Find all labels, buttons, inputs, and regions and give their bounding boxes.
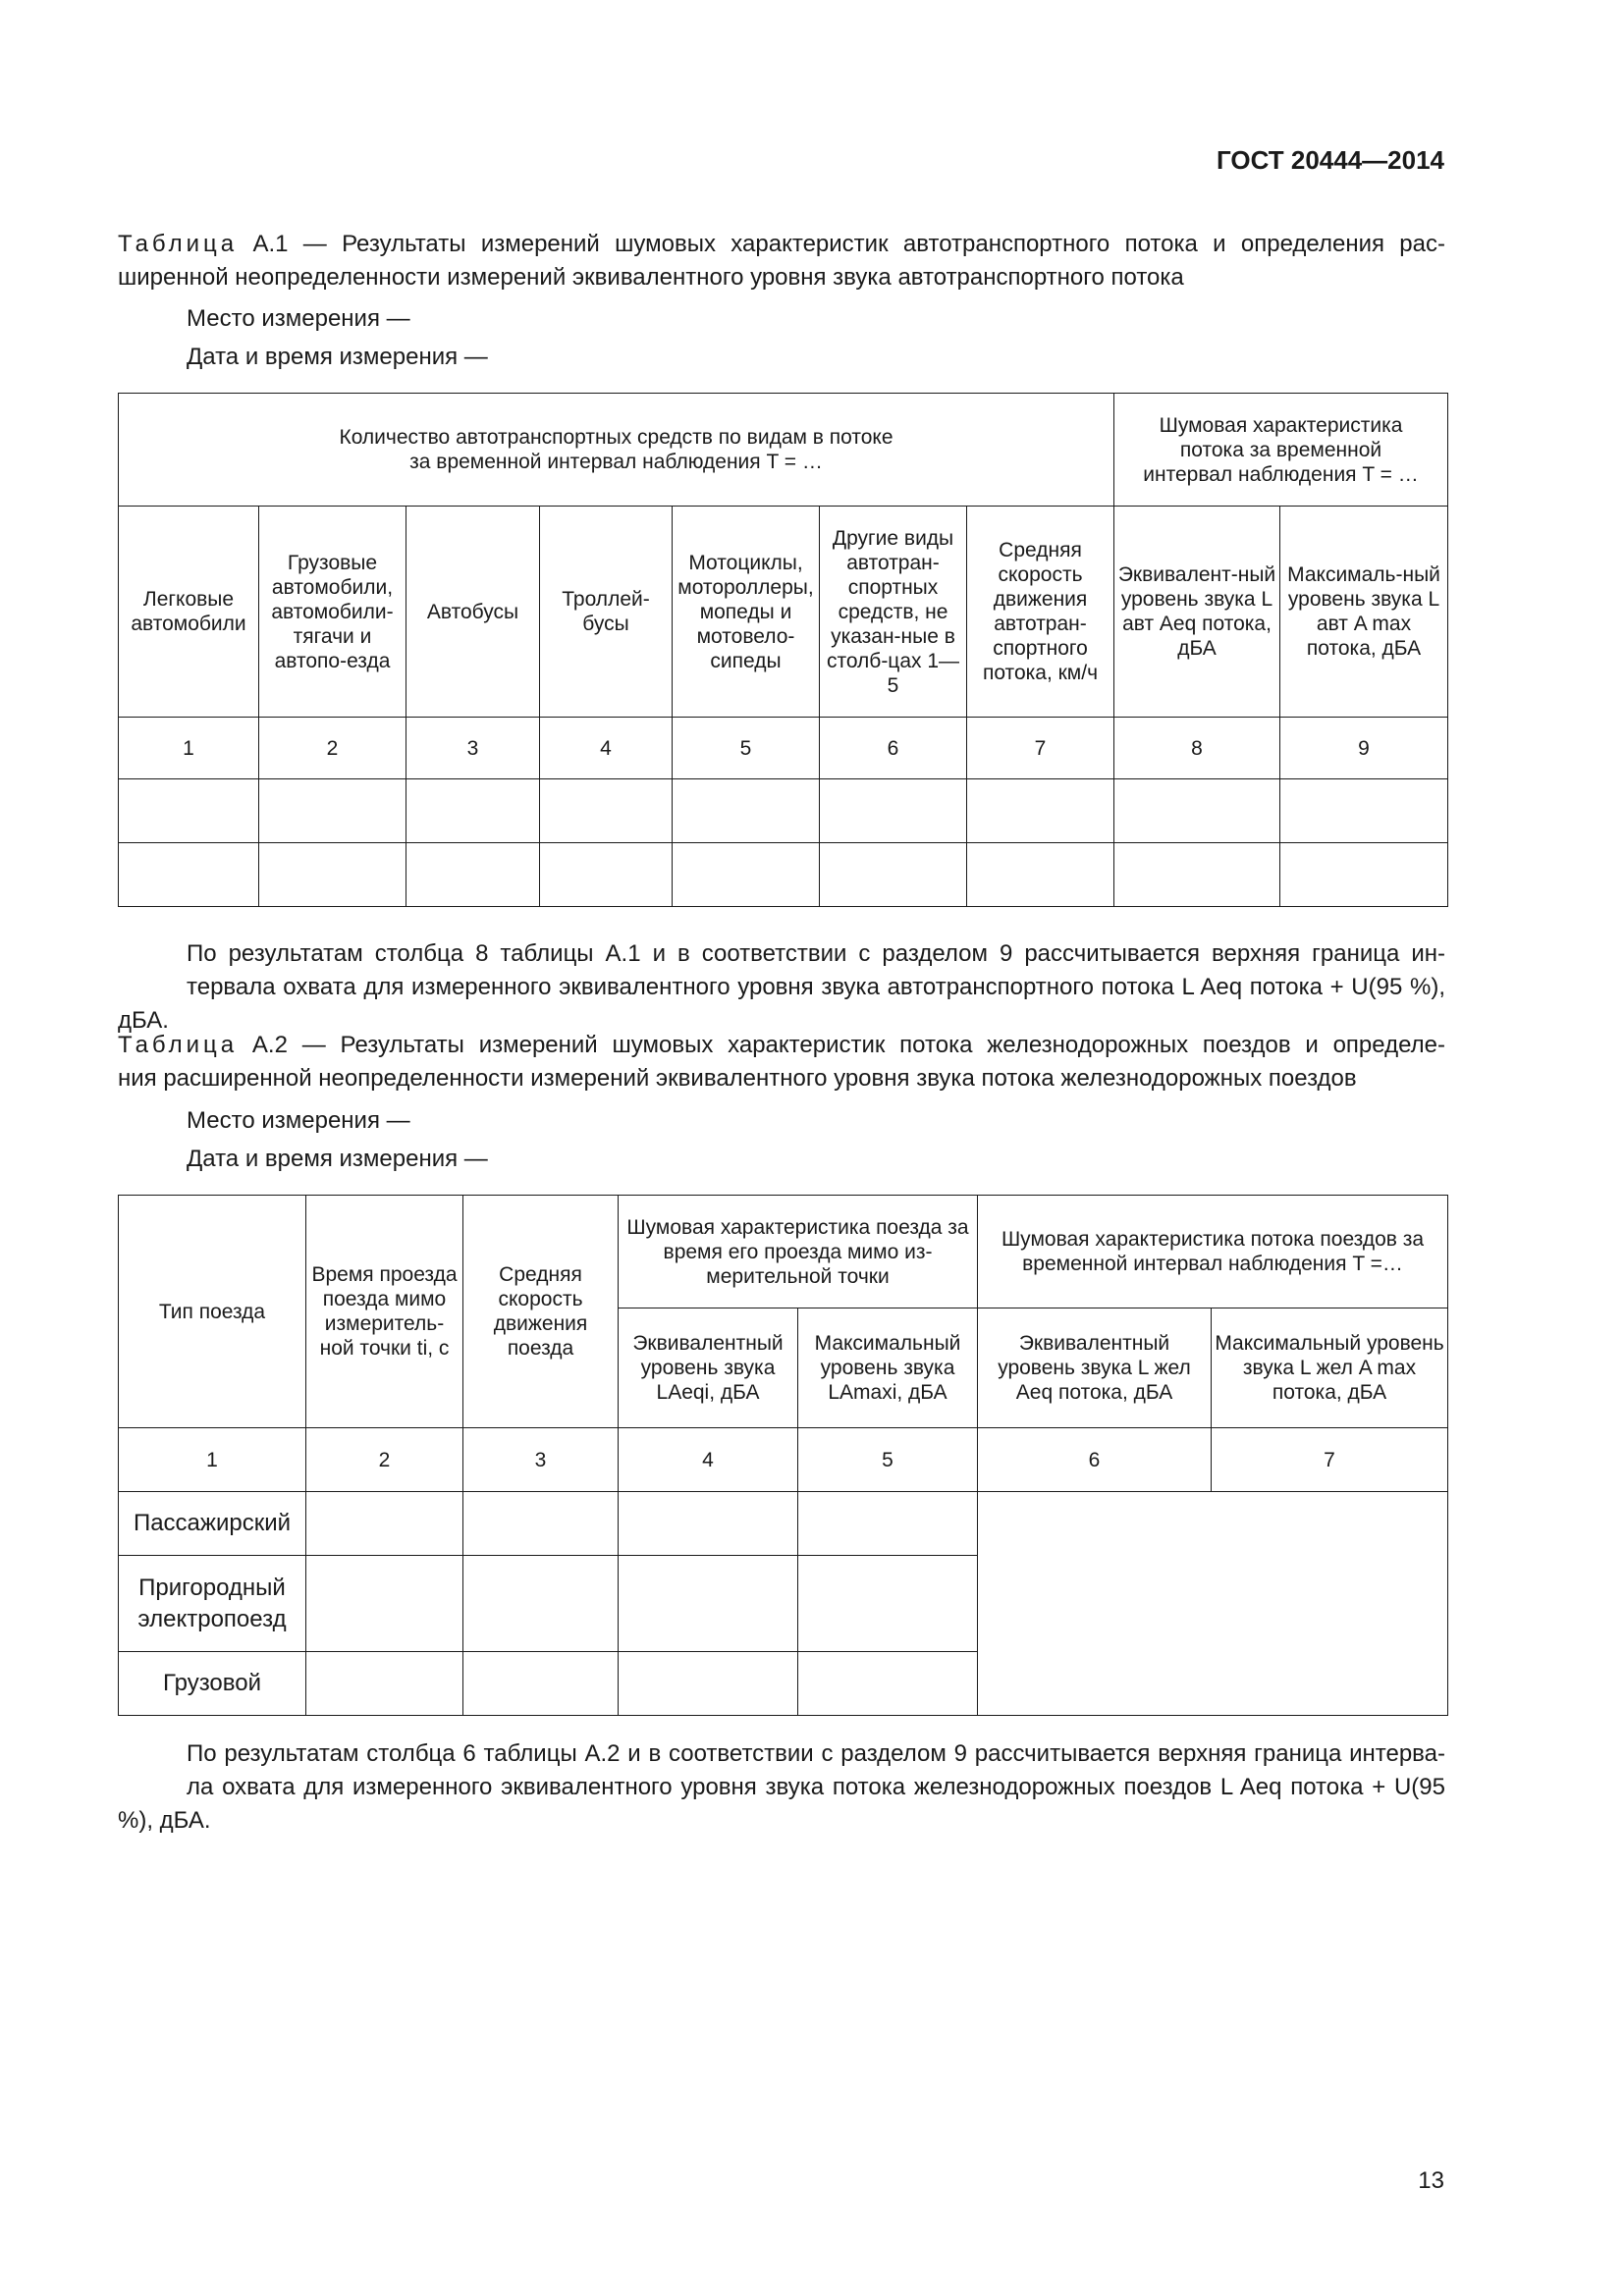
paragraph-table2-note: По результатам столбца 6 таблицы А.2 и в соответствии с разделом 9 рассчитывается верхняя граница интерва- ла охвата для измеренного эквивалентного уровня звука потока железнодорожных поездов L Aeq потока + U(95 %), дБА. — [118, 1740, 1445, 1834]
col-number: 9 — [1280, 718, 1448, 779]
col-number: 7 — [967, 718, 1114, 779]
col-header: Троллей-бусы — [540, 507, 673, 718]
col-number: 6 — [978, 1428, 1212, 1492]
col-header: Мотоциклы, мотороллеры, мопеды и мотовело-сипеды — [673, 507, 820, 718]
table2-caption: Таблица А.2 — Результаты измерений шумовых характеристик потока железнодорожных поездов и определе- ния расширенной неопределенности измерений эквивалентного уровня звука потока железнодорожных поездов — [118, 1032, 1445, 1092]
header-train-noise: Шумовая характеристика поезда за время его проезда мимо из-мерительной точки — [619, 1196, 978, 1308]
col-number: 4 — [619, 1428, 798, 1492]
col-number: 5 — [673, 718, 820, 779]
col-number: 8 — [1114, 718, 1280, 779]
table-row — [119, 1492, 1448, 1556]
col-number: 5 — [798, 1428, 978, 1492]
table1-caption: Таблица А.1 — Результаты измерений шумовых характеристик автотранспортного потока и определения рас- ширенной неопределенности измерений эквивалентного уровня звука автотранспортного потока — [118, 231, 1445, 291]
col-header: Максимальный уровень звука L жел A max потока, дБА — [1212, 1308, 1448, 1428]
col-header: Эквивалент-ный уровень звука L авт Aeq потока, дБА — [1114, 507, 1280, 718]
table-row — [119, 779, 1448, 843]
header-flow-noise: Шумовая характеристика потока поездов за временной интервал наблюдения T =… — [978, 1196, 1448, 1308]
paragraph-table1-note: По результатам столбца 8 таблицы А.1 и в соответствии с разделом 9 рассчитывается верхняя граница ин- тервала охвата для измеренного эквивалентного уровня звука автотранспортного потока L Aeq потока + U(95 %), дБА. — [118, 940, 1445, 1034]
col-number: 1 — [119, 718, 259, 779]
row-label: Грузовой — [119, 1652, 306, 1716]
measurement-datetime: Дата и время измерения — — [187, 344, 488, 370]
col-train-type: Тип поезда — [119, 1196, 306, 1428]
col-header: Грузовые автомобили, автомобили-тягачи и автопо-езда — [259, 507, 406, 718]
col-header: Легковые автомобили — [119, 507, 259, 718]
page-number: 13 — [1418, 2167, 1444, 2194]
col-number: 7 — [1212, 1428, 1448, 1492]
row-label: Пассажирский — [119, 1492, 306, 1556]
col-header: Максималь-ный уровень звука L авт A max потока, дБА — [1280, 507, 1448, 718]
merged-flow-cell — [978, 1492, 1448, 1716]
header-noise-flow: Шумовая характеристика потока за временной интервал наблюдения T = … — [1114, 394, 1448, 507]
col-header: Максимальный уровень звука LAmaxi, дБА — [798, 1308, 978, 1428]
measurement-datetime-2: Дата и время измерения — — [187, 1146, 488, 1172]
document-id: ГОСТ 20444—2014 — [1217, 145, 1444, 175]
table-a2 — [118, 1195, 1448, 1716]
table-a1 — [118, 393, 1448, 907]
caption-label: Таблица — [118, 1032, 239, 1058]
measurement-place-2: Место измерения — — [187, 1107, 410, 1134]
col-number: 2 — [306, 1428, 463, 1492]
col-number: 4 — [540, 718, 673, 779]
col-header: Автобусы — [406, 507, 540, 718]
col-number: 2 — [259, 718, 406, 779]
col-avg-speed: Средняя скорость движения поезда — [463, 1196, 619, 1428]
col-header: Эквивалентный уровень звука LAeqi, дБА — [619, 1308, 798, 1428]
caption-label: Таблица — [118, 231, 239, 257]
col-header: Эквивалентный уровень звука L жел Aeq потока, дБА — [978, 1308, 1212, 1428]
col-number: 6 — [820, 718, 967, 779]
col-number: 1 — [119, 1428, 306, 1492]
col-pass-time: Время проезда поезда мимо измеритель-ной точки ti, с — [306, 1196, 463, 1428]
col-number: 3 — [406, 718, 540, 779]
table-row — [119, 843, 1448, 907]
col-header: Средняя скорость движения автотран-спортного потока, км/ч — [967, 507, 1114, 718]
col-number: 3 — [463, 1428, 619, 1492]
row-label: Пригородный электропоезд — [119, 1556, 306, 1652]
measurement-place: Место измерения — — [187, 305, 410, 332]
header-vehicle-count: Количество автотранспортных средств по видам в потоке за временной интервал наблюдения T = … — [119, 394, 1114, 507]
col-header: Другие виды автотран-спортных средств, не указан-ные в столб-цах 1—5 — [820, 507, 967, 718]
